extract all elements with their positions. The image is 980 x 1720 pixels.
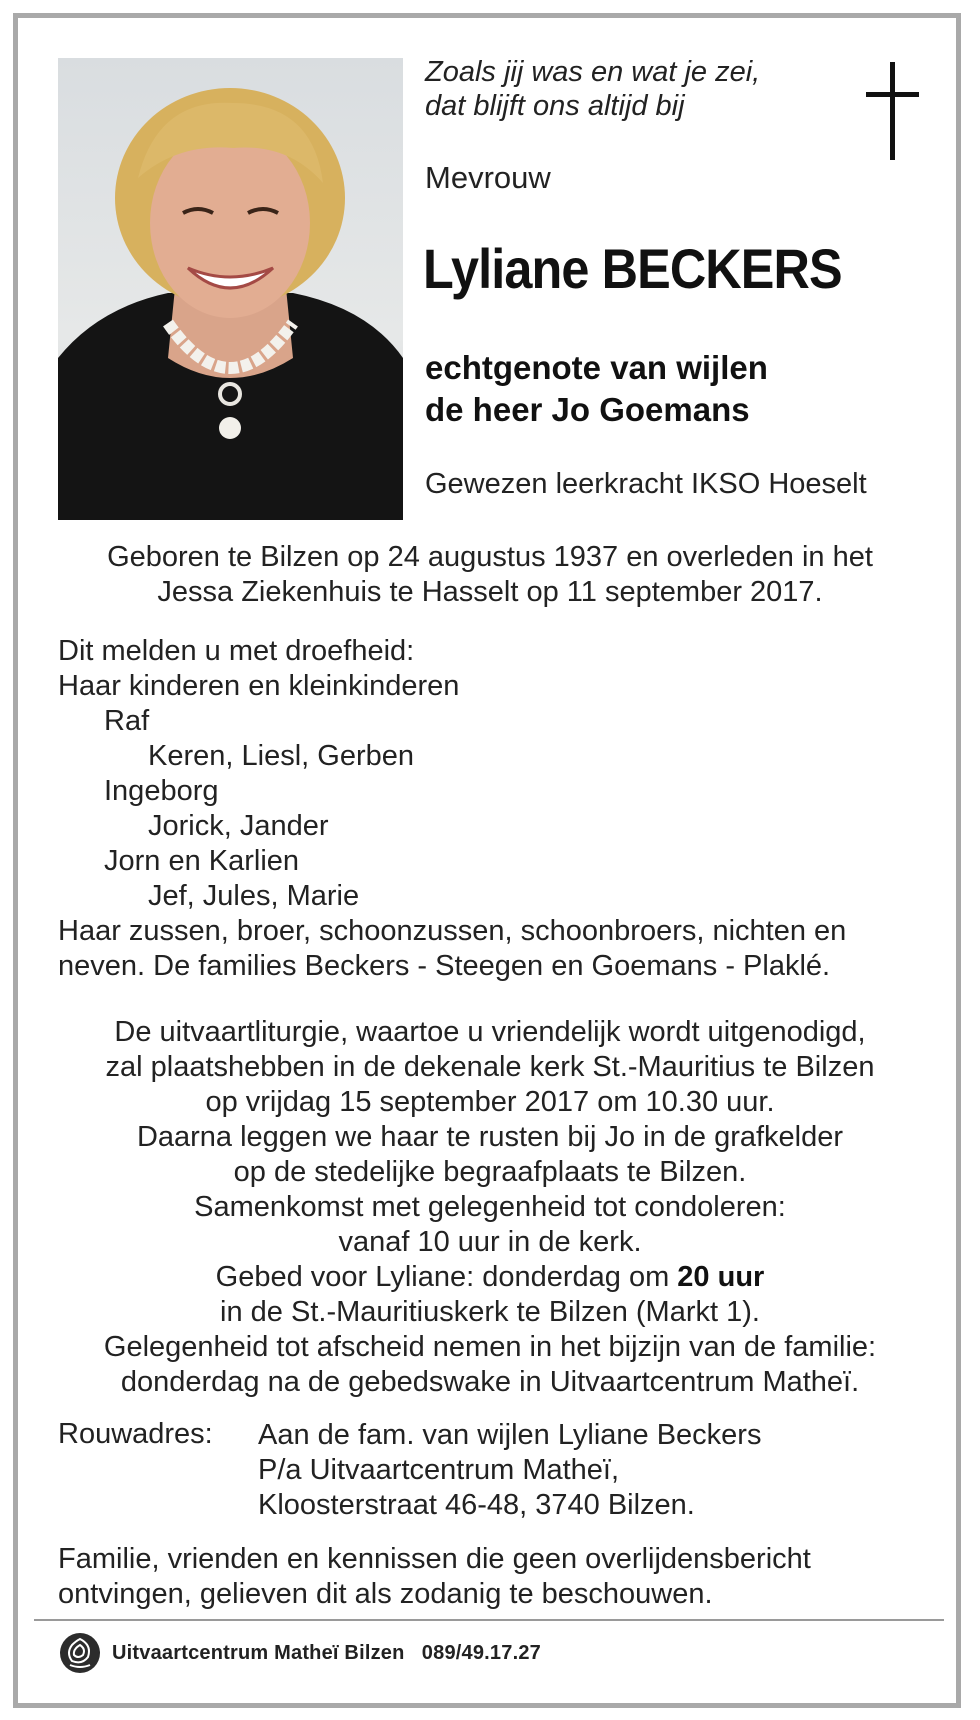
prayer-time: 20 uur (677, 1261, 765, 1293)
footer-divider (34, 1619, 944, 1621)
child-name: Raf (104, 705, 150, 737)
prayer-line: Gebed voor Lyliane: donderdag om 20 uur (215, 1261, 765, 1293)
relatives-line: Haar zussen, broer, schoonzussen, schoonbroers, nichten en (58, 915, 847, 947)
grandchildren-names: Jorick, Jander (148, 810, 329, 842)
child-name: Jorn en Karlien (104, 845, 300, 877)
closing-note: Familie, vrienden en kennissen die geen overlijdensbericht ontvingen, gelieven dit als zodanig te beschouwen. (58, 1543, 811, 1610)
ceremony-details: De uitvaartliturgie, waartoe u vriendelijk wordt uitgenodigd, zal plaatshebben in de dekenale kerk St.-Mauritius te Bilzen op vrijdag 15 september 2017 om 10.30 uur. Daarna leggen we haar te rusten bij Jo in de grafkelder op de stedelijke begraafplaats te Bilzen. Samenkomst met gelegenheid tot condoleren: vanaf 10 uur in de kerk. Gebed voor Lyliane: donderdag om 20 uur in de St.-Mauritiuskerk te Bilzen (Markt 1). Gelegenheid tot afscheid nemen in het bijzijn van de familie: donderdag na de gebedswake in Uitvaartcentrum Matheï. (50, 1015, 930, 1400)
children-heading: Haar kinderen en kleinkinderen (58, 670, 460, 702)
deceased-name: Lyliane BECKERS (423, 237, 842, 300)
occupation: Gewezen leerkracht IKSO Hoeselt (425, 468, 867, 500)
funeral-home-footer: Uitvaartcentrum Matheï Bilzen 089/49.17.27 (112, 1642, 541, 1664)
rose-logo-icon (58, 1631, 102, 1675)
spouse-line: echtgenote van wijlen de heer Jo Goemans (425, 349, 768, 428)
relatives-line: neven. De families Beckers - Steegen en Goemans - Plaklé. (58, 950, 831, 982)
mourning-address: Aan de fam. van wijlen Lyliane Beckers P/a Uitvaartcentrum Matheï, Kloosterstraat 46-48, 3740 Bilzen. (258, 1419, 762, 1521)
family-intro: Dit melden u met droefheid: (58, 635, 415, 667)
cross-icon (862, 62, 922, 160)
grandchildren-names: Keren, Liesl, Gerben (148, 740, 414, 772)
grandchildren-names: Jef, Jules, Marie (148, 880, 360, 912)
honorific: Mevrouw (425, 160, 551, 195)
child-name: Ingeborg (104, 775, 219, 807)
birth-death-text: Geboren te Bilzen op 24 augustus 1937 en overleden in het Jessa Ziekenhuis te Hasselt op 11 september 2017. (107, 541, 873, 608)
family-announcement (58, 634, 846, 984)
portrait-photo (58, 58, 403, 520)
memorial-quote: Zoals jij was en wat je zei, dat blijft ons altijd bij (425, 56, 761, 122)
mourning-address-label: Rouwadres: (58, 1418, 213, 1450)
